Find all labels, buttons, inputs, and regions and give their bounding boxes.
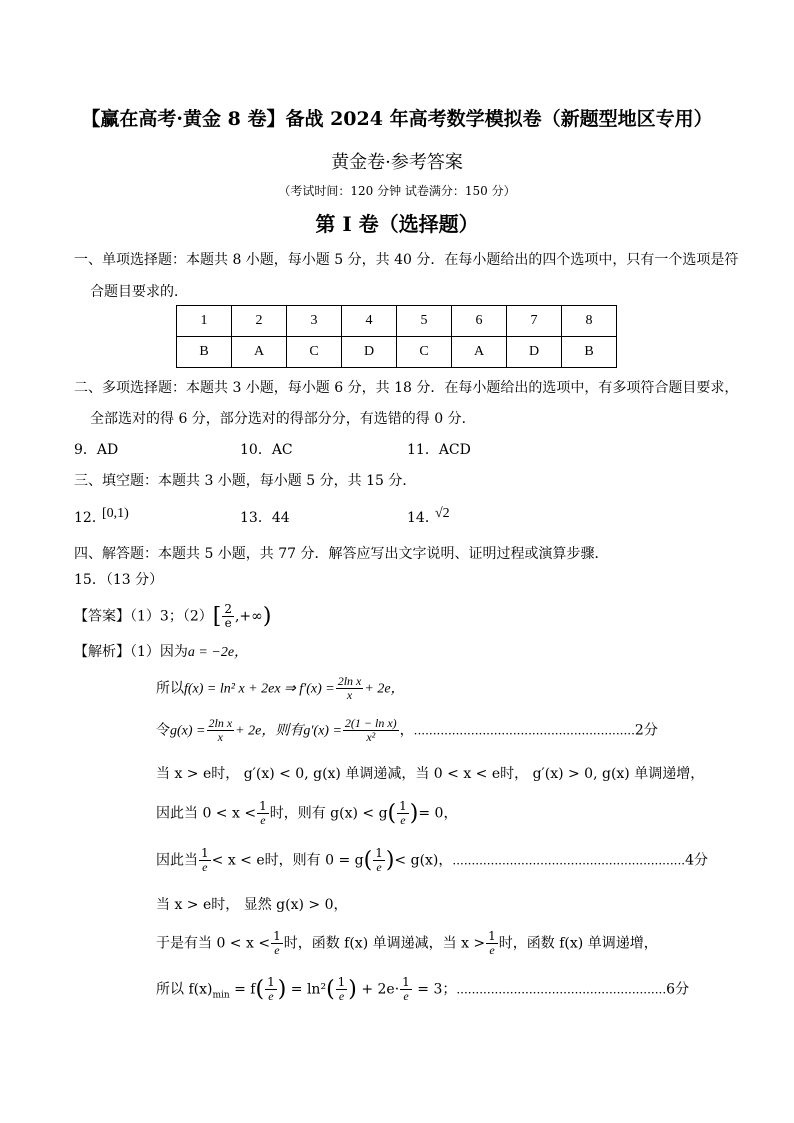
math-expr: f(x) = ln² x + 2ex ⇒ f′(x) =	[184, 681, 335, 697]
math-expr: + 2e，则有	[235, 723, 304, 739]
answer-q13: 13．44	[240, 510, 290, 526]
text: 令	[156, 722, 170, 739]
section4-line: 四、解答题：本题共 5 小题，共 77 分．解答应写出文字说明、证明过程或演算步骤．	[74, 546, 609, 562]
table-cell: 3	[287, 306, 342, 337]
document-title: 【赢在高考·黄金 8 卷】备战 2024 年高考数学模拟卷（新题型地区专用）	[81, 108, 713, 130]
exam-info: （考试时间：120 分钟 试卷满分：150 分）	[278, 184, 516, 198]
math-expr: a = −2e，	[187, 645, 249, 660]
q15-analysis-line1	[74, 641, 248, 661]
table-cell: C	[287, 337, 342, 368]
text: = 0，	[418, 805, 458, 822]
text: 时，函数 f(x) 单调递减，当 x >	[283, 935, 486, 952]
answer-q12-value: [0,1)	[102, 506, 129, 521]
math-expr: g(x) =	[170, 723, 206, 739]
score-mark: 6分	[666, 981, 690, 998]
table-cell: 7	[507, 306, 562, 337]
table-cell: 8	[562, 306, 617, 337]
text: 于是有当 0 < x <	[156, 935, 271, 952]
text: 所以 f(x)	[156, 981, 213, 998]
text: + 2e·	[356, 981, 400, 998]
answer-label: 【答案】	[74, 608, 130, 625]
table-cell: 2	[232, 306, 287, 337]
fraction: $\frac{\text{2ln x}}{x}$	[337, 674, 362, 702]
text: < g(x)，	[394, 852, 453, 869]
answer-q14-label: 14．	[407, 510, 439, 526]
table-cell: D	[507, 337, 562, 368]
table-cell: B	[177, 337, 232, 368]
text: 时，则有 g(x) < g	[269, 805, 388, 822]
fraction: $\frac{1}{e}$	[267, 975, 275, 1003]
text: 所以	[156, 680, 184, 697]
table-cell: 5	[397, 306, 452, 337]
fraction: $\frac{1}{e}$	[375, 846, 383, 874]
section2-line1: 二、多项选择题：本题共 3 小题，每小题 6 分，共 18 分．在每小题给出的选项中，有多项符合题目要求，	[74, 380, 739, 396]
subscript: min	[212, 990, 230, 1001]
score-mark: 4分	[685, 852, 708, 869]
answer-part1: （1）3；（2）	[130, 608, 213, 625]
text: 因此当	[156, 852, 198, 869]
fraction: $\frac{2}{e}$	[224, 602, 232, 630]
math-expr: + 2e，	[364, 681, 405, 697]
fraction: $\frac{\text{2ln x}}{x}$	[208, 716, 233, 744]
answer-q9: 9．AD	[74, 442, 119, 458]
table-cell: 1	[177, 306, 232, 337]
fraction: $\frac{\text{2(1 − ln x)}}{\text{x²}}$	[344, 716, 397, 744]
q15-line7: 当 x > e时， 显然 g(x) > 0，	[156, 897, 348, 913]
q15-line2	[156, 675, 405, 702]
q15-answer-line: 【答案】（1）3；（2）[ $\frac{2}{e}$ ,+∞)	[74, 602, 272, 630]
text: 时，函数 f(x) 单调递增，	[498, 935, 658, 952]
text: = ln²	[286, 981, 327, 998]
q15-line6: 因此当 $\frac{1}{e}$ < x < e时，则有 0 = g( $\frac{1}{e}$ )< g(x)，.............................................................4分	[156, 846, 708, 874]
document-subtitle: 黄金卷·参考答案	[331, 152, 463, 173]
q15-heading: 15．（13 分）	[74, 572, 164, 588]
text: 因此当 0 < x <	[156, 805, 257, 822]
text: < x < e时，则有 0 = g	[211, 852, 364, 869]
q15-line9: 所以 $f(x)_{min} = f$( $\frac{1}{e}$ ) = ln²( $\frac{1}{e}$ ) + 2e· $\frac{1}{e}$ = 3；.......................................................6分	[156, 975, 690, 1003]
q15-line3: 令g(x) = $\frac{\text{2ln x}}{x}$ + 2e，则有g′(x) = $\frac{\text{2(1 − ln x)}}{\text{x²}}$ ，..........................................................2分	[156, 716, 658, 744]
fraction: $\frac{1}{e}$	[273, 929, 281, 957]
interval-tail: ,+∞	[234, 608, 263, 625]
section1-line2: 合题目要求的．	[90, 284, 188, 300]
answer-table-number-row	[177, 306, 617, 337]
answer-q11: 11．ACD	[407, 442, 471, 458]
analysis-label: 【解析】	[74, 644, 130, 660]
q15-line4: 当 x > e时， g′(x) < 0, g(x) 单调递减，当 0 < x < e时， g′(x) > 0, g(x) 单调递增，	[156, 766, 705, 782]
section1-line1: 一、单项选择题：本题共 8 小题，每小题 5 分，共 40 分．在每小题给出的四个选项中，只有一个选项是符	[74, 252, 739, 268]
fraction: $\frac{1}{e}$	[201, 846, 209, 874]
fraction: $\frac{1}{e}$	[488, 929, 496, 957]
part-title: 第 I 卷（选择题）	[315, 212, 479, 236]
table-cell: 6	[452, 306, 507, 337]
answer-q12-label: 12．	[74, 510, 106, 526]
section3-line: 三、填空题：本题共 3 小题，每小题 5 分，共 15 分．	[74, 473, 417, 489]
table-cell: 4	[342, 306, 397, 337]
table-cell: D	[342, 337, 397, 368]
score-mark: 2分	[634, 722, 658, 739]
q15-line5: 因此当 0 < x < $\frac{1}{e}$ 时，则有 g(x) < g( $\frac{1}{e}$ )= 0，	[156, 799, 458, 827]
fraction: $\frac{1}{e}$	[399, 799, 407, 827]
table-cell: C	[397, 337, 452, 368]
analysis-text: （1）因为	[130, 644, 188, 660]
answer-table-answer-row	[177, 337, 617, 368]
answer-q10: 10．AC	[240, 442, 293, 458]
table-cell: B	[562, 337, 617, 368]
q15-line8	[156, 930, 658, 957]
math-expr: g′(x) =	[303, 723, 342, 739]
table-cell: A	[452, 337, 507, 368]
fraction: $\frac{1}{e}$	[337, 975, 346, 1003]
section2-line2: 全部选对的得 6 分，部分选对的得部分分，有选错的得 0 分．	[90, 411, 476, 427]
text: = f	[229, 981, 256, 998]
answer-q14-value: √2	[435, 506, 450, 521]
fraction: $\frac{1}{e}$	[402, 975, 410, 1003]
text: = 3；	[412, 981, 457, 998]
answer-table	[176, 305, 617, 368]
fraction: $\frac{1}{e}$	[259, 799, 267, 827]
table-cell: A	[232, 337, 287, 368]
